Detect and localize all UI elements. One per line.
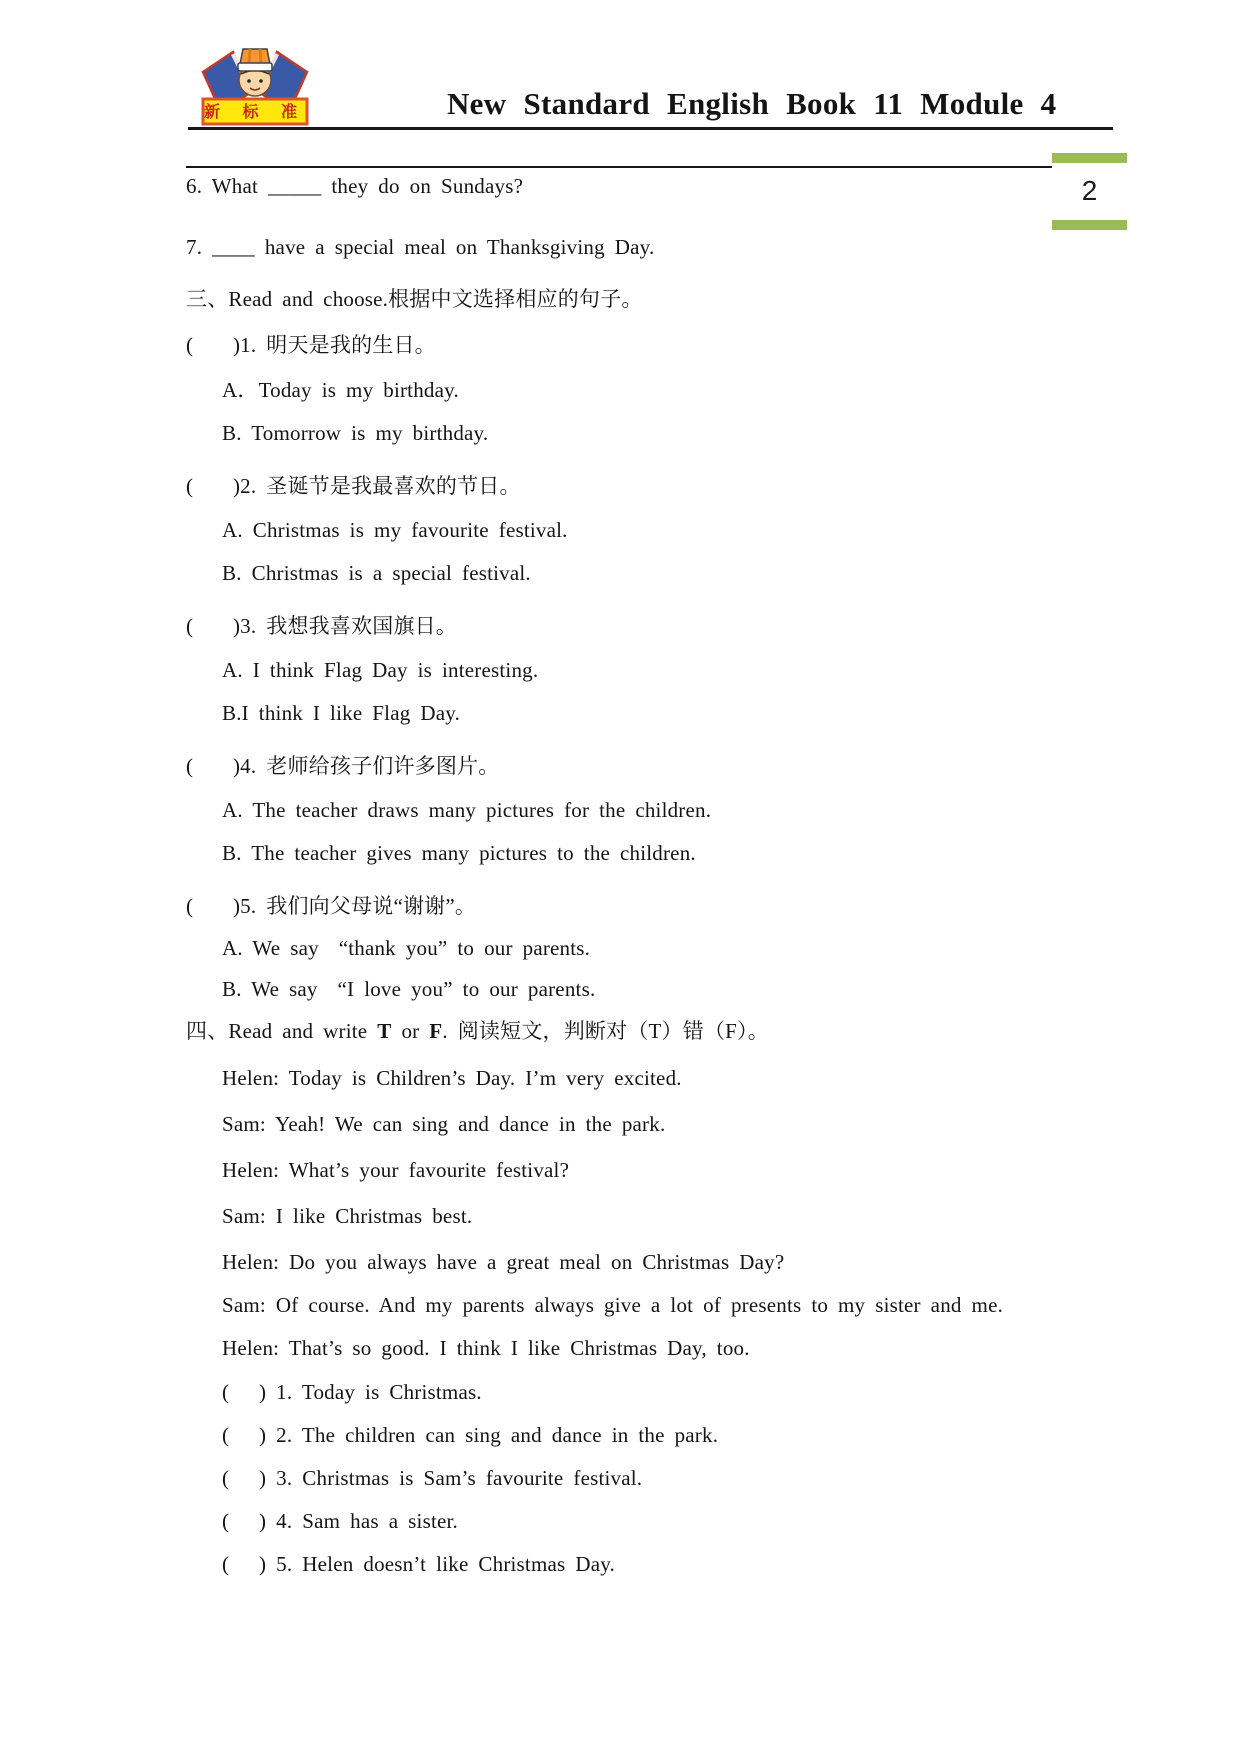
logo-boy-eye-right bbox=[259, 79, 263, 83]
tf-statement-4: ( ) 4. Sam has a sister. bbox=[222, 1509, 459, 1533]
logo-pencil-hat bbox=[240, 49, 270, 64]
dialogue-line: Helen: What’s your favourite festival? bbox=[222, 1158, 570, 1182]
dialogue-line: Helen: That’s so good. I think I like Christmas Day, too. bbox=[222, 1336, 750, 1360]
page-number: 2 bbox=[1081, 175, 1098, 206]
fill-item-7: 7. ____ have a special meal on Thanksgiving Day. bbox=[186, 235, 655, 259]
dialogue-line: Sam: Yeah! We can sing and dance in the park. bbox=[222, 1112, 666, 1136]
question-4-option-a: A. The teacher draws many pictures for the children. bbox=[222, 798, 712, 822]
section-four-heading-pre: 四、Read and write bbox=[186, 1019, 378, 1043]
dialogue-line: Helen: Do you always have a great meal on Christmas Day? bbox=[222, 1250, 785, 1274]
tf-statement-1: ( ) 1. Today is Christmas. bbox=[222, 1380, 482, 1404]
section-four-heading-mid: or bbox=[391, 1019, 430, 1043]
new-standard-logo bbox=[195, 46, 315, 126]
question-stem-5: ( )5. 我们向父母说“谢谢”。 bbox=[186, 894, 477, 918]
question-stem-2: ( )2. 圣诞节是我最喜欢的节日。 bbox=[186, 474, 521, 498]
question-5-option-a: A. We say “thank you” to our parents. bbox=[222, 936, 591, 960]
dialogue-line: Sam: Of course. And my parents always give a lot of presents to my sister and me. bbox=[222, 1293, 1004, 1317]
section-four-heading-t: T bbox=[377, 1019, 392, 1043]
page-number-bottom-bar bbox=[1052, 220, 1127, 230]
question-1-option-b: B. Tomorrow is my birthday. bbox=[222, 421, 489, 445]
question-stem-3: ( )3. 我想我喜欢国旗日。 bbox=[186, 614, 458, 638]
section-four-heading bbox=[186, 1016, 769, 1046]
tf-statement-2: ( ) 2. The children can sing and dance in the park. bbox=[222, 1423, 719, 1447]
section-four-heading-f: F bbox=[429, 1019, 443, 1043]
page-number-top-bar bbox=[1052, 153, 1127, 163]
question-1-option-a: A．Today is my birthday. bbox=[222, 378, 459, 402]
question-stem-1: ( )1. 明天是我的生日。 bbox=[186, 333, 436, 357]
question-4-option-b: B. The teacher gives many pictures to the children. bbox=[222, 841, 696, 865]
question-2-option-b: B. Christmas is a special festival. bbox=[222, 561, 531, 585]
dialogue-line: Sam: I like Christmas best. bbox=[222, 1204, 473, 1228]
logo-boy-eye-left bbox=[247, 79, 251, 83]
question-3-option-a: A. I think Flag Day is interesting. bbox=[222, 658, 539, 682]
section-three-heading: 三、Read and choose.根据中文选择相应的句子。 bbox=[186, 287, 643, 311]
tf-statement-5: ( ) 5. Helen doesn’t like Christmas Day. bbox=[222, 1552, 616, 1576]
page-title: New Standard English Book 11 Module 4 bbox=[447, 86, 1057, 121]
question-stem-4: ( )4. 老师给孩子们许多图片。 bbox=[186, 754, 500, 778]
logo-banner-text: 新 标 准 bbox=[204, 104, 306, 121]
question-3-option-b: B.I think I like Flag Day. bbox=[222, 701, 461, 725]
logo-hat-band bbox=[238, 63, 272, 71]
question-5-option-b: B. We say “I love you” to our parents. bbox=[222, 977, 596, 1001]
dialogue-line: Helen: Today is Children’s Day. I’m very excited. bbox=[222, 1066, 682, 1090]
section-four-heading-post: . 阅读短文，判断对（T）错（F）。 bbox=[442, 1019, 769, 1043]
sub-header-rule bbox=[186, 166, 1052, 168]
tf-statement-3: ( ) 3. Christmas is Sam’s favourite festival. bbox=[222, 1466, 643, 1490]
question-2-option-a: A. Christmas is my favourite festival. bbox=[222, 518, 568, 542]
header-rule bbox=[188, 127, 1113, 130]
fill-item-6: 6. What _____ they do on Sundays? bbox=[186, 174, 524, 198]
